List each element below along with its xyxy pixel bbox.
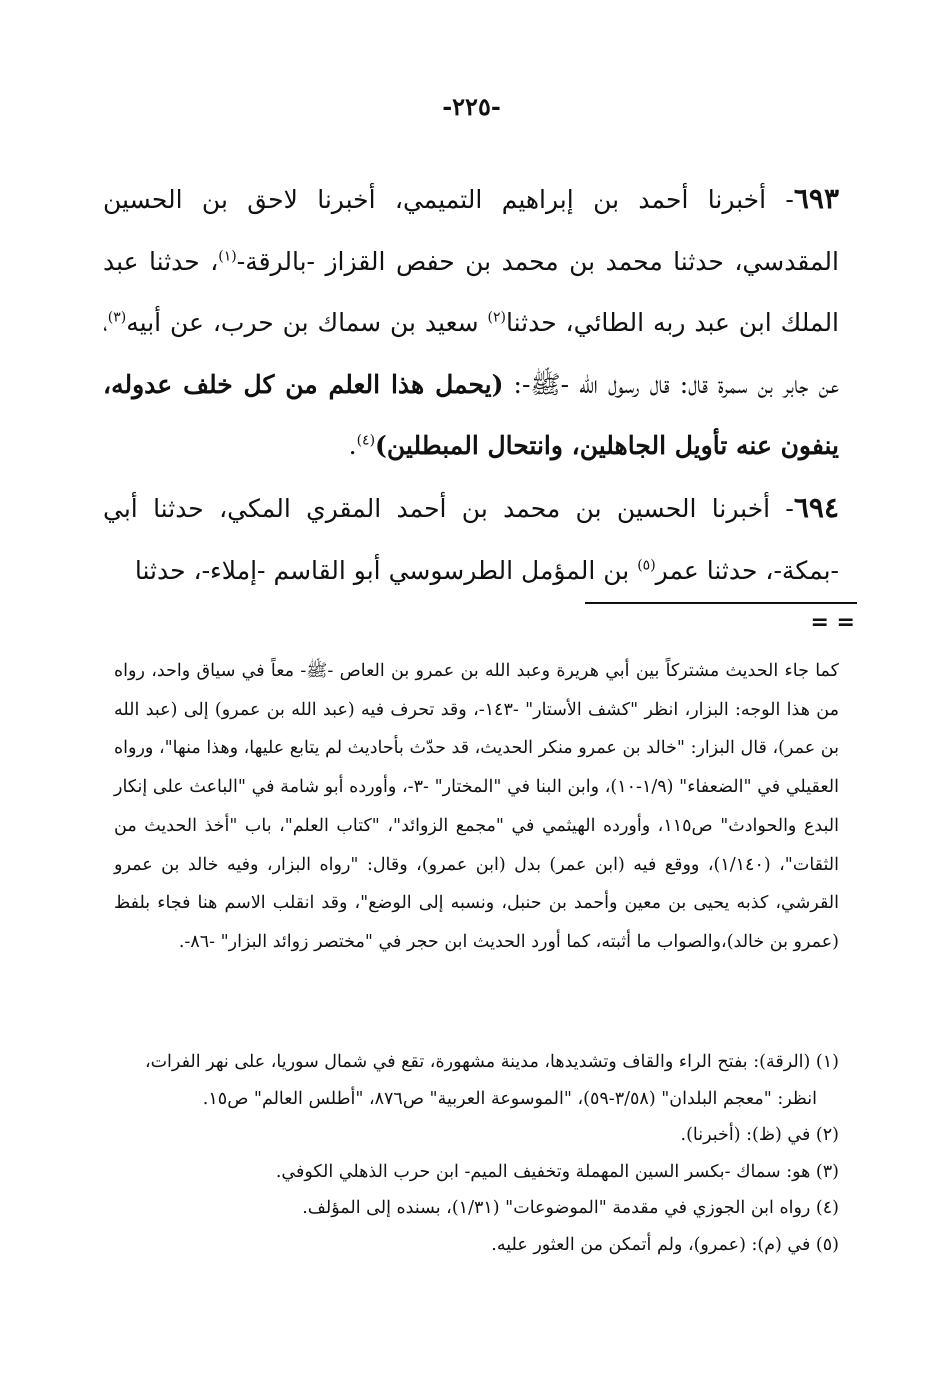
hadith-matn: (يحمل هذا العلم من كل خلف عدوله، ينفون عنه تأويل الجاهلين، وانتحال المبطلين) bbox=[103, 369, 839, 461]
footnote-ref: (٣) bbox=[107, 309, 127, 326]
footnote-ref: (٥) bbox=[637, 557, 656, 574]
footnote-2: (٢) في (ظ): (أخبرنا). bbox=[680, 1125, 839, 1145]
main-text bbox=[103, 168, 839, 601]
footnote-5: (٥) في (م): (عمرو)، ولم أتمكن من العثور عليه. bbox=[491, 1234, 839, 1255]
end-mark: . bbox=[348, 431, 357, 461]
isnad-text: سعيد بن سماك بن حرب، عن أبيه bbox=[126, 308, 488, 338]
hadith-number: ٦٩٣ bbox=[793, 182, 839, 215]
footnote-ref: (٤) bbox=[356, 433, 376, 450]
footnotes bbox=[99, 1044, 839, 1263]
footnote-separator bbox=[585, 602, 857, 604]
footnote-4: (٤) رواه ابن الجوزي في مقدمة "الموضوعات" (١/٣١)، بسنده إلى المؤلف. bbox=[302, 1198, 839, 1218]
hadith-693 bbox=[103, 168, 839, 477]
hadith-number: ٦٩٤ bbox=[793, 490, 839, 524]
footnote-3: (٣) هو: سماك -بكسر السين المهملة وتخفيف الميم- ابن حرب الذهلي الكوفي. bbox=[275, 1161, 839, 1182]
continued-note-text: كما جاء الحديث مشتركاً بين أبي هريرة وعبد الله بن عمرو بن العاص -ﷺ- معاً في سياق واحد، رواه من هذا الوجه: البزار، انظر "كشف الأستار" -١٤٣-، وقد تحرف فيه (عبد الله بن عمرو) إلى (عبد الله بن عمر)، قال البزار: "خالد بن عمرو منكر الحديث، قد حدّث بأحاديث لم يتابع عليها، وهذا منها"، ورواه العقيلي في "الضعفاء" (١/٩-١٠)، وابن البنا في "المختار" -٣-، وأورده أبو شامة في "الباعث على إنكار البدع والحوادث" ص١١٥، وأورده الهيثمي في "مجمع الزوائد"، "كتاب العلم"، باب "أخذ الحديث من الثقات"، (١/١٤٠)، ووقع فيه (ابن عمر) بدل (ابن عمرو)، وقال: "رواه البزار، وفيه خالد بن عمرو القرشي، كذبه يحيى بن معين وأحمد بن حنبل، ونسبه إلى الوضع"، وقد انقلب الاسم هنا فجاء بلفظ (عمرو بن خالد)،والصواب ما أثبته، كما أورد الحديث ابن حجر في "مختصر زوائد البزار" -٨٦-. bbox=[114, 661, 840, 952]
footnote-1-continued: انظر: "معجم البلدان" (٣/٥٨-٥٩)، "الموسوعة العربية" ص٨٧٦، "أطلس العالم" ص١٥. bbox=[202, 1088, 817, 1109]
isnad-text: - أخبرنا أحمد بن إبراهيم التميمي، أخبرنا لاحق بن الحسين المقدسي، حدثنا محمد بن محمد بن حفص القزاز -بالرقة- bbox=[103, 185, 839, 276]
page-number: -٢٢٥- bbox=[442, 92, 501, 121]
hadith-694 bbox=[103, 477, 839, 601]
isnad-text: ، عن جابر بن سمرة قال: قال رسول الله -ﷺ-: bbox=[103, 308, 840, 399]
continued-footnote bbox=[114, 652, 839, 962]
isnad-text: - أخبرنا الحسين بن محمد بن أحمد المقري المكي، حدثنا أبي -بمكة-، حدثنا عمر bbox=[103, 493, 839, 585]
continuation-mark: = = bbox=[810, 610, 855, 635]
footnote-ref: (١) bbox=[218, 248, 237, 265]
footnote-1: (١) (الرقة): بفتح الراء والقاف وتشديدها، مدينة مشهورة، تقع في شمال سوريا، على نهر الفرات، bbox=[144, 1052, 839, 1072]
isnad-text: بن المؤمل الطرسوسي أبو القاسم -إملاء-، حدثنا bbox=[134, 555, 638, 585]
footnote-ref: (٢) bbox=[487, 309, 506, 326]
isnad-text: ، حدثنا عبد الملك ابن عبد ربه الطائي، حدثنا bbox=[103, 246, 840, 338]
